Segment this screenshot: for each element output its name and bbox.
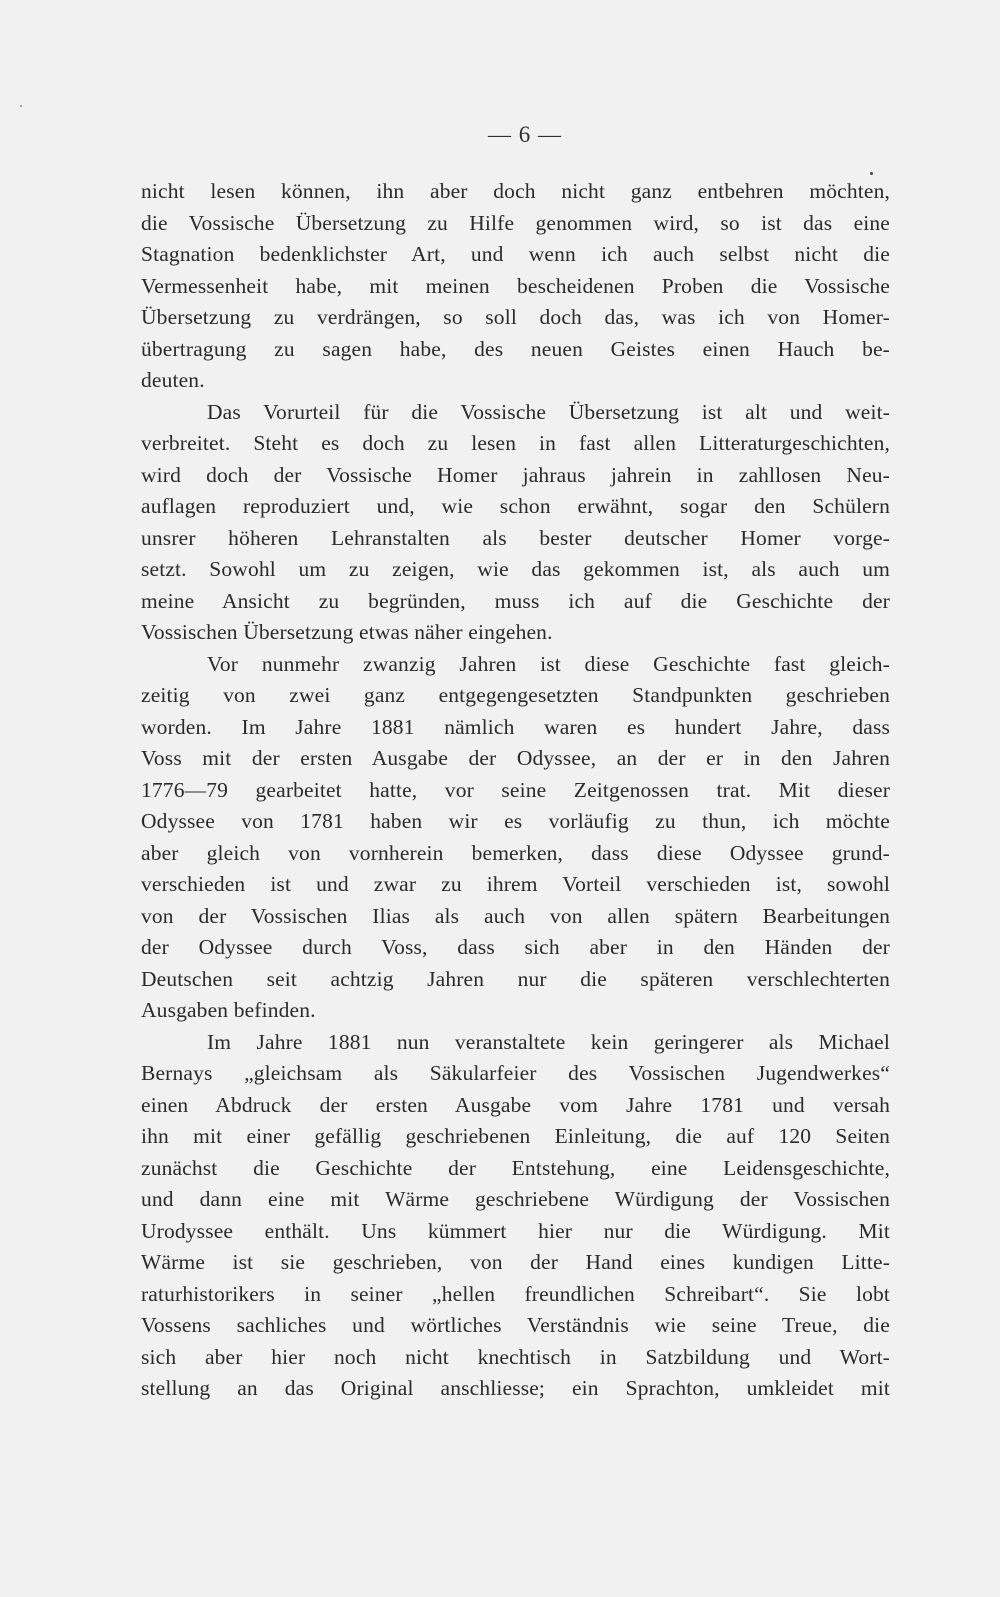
paragraph-first-line: Vor nunmehr zwanzig Jahren ist diese Geschichte fast gleich-	[207, 651, 890, 676]
text-line: Deutschen seit achtzig Jahren nur die späteren verschlechterten	[141, 966, 890, 991]
text-line: verschieden ist und zwar zu ihrem Vorteil verschieden ist, sowohl	[141, 872, 890, 896]
text-line: stellung an das Original anschliesse; ein Sprachton, umkleidet mit	[141, 1376, 890, 1400]
text-line: von der Vossischen Ilias als auch von allen spätern Bearbeitungen	[141, 903, 890, 928]
text-line: der Odyssee durch Voss, dass sich aber in den Händen der	[141, 935, 890, 959]
text-line: raturhistorikers in seiner „hellen freundlichen Schreibart“. Sie lobt	[141, 1281, 890, 1306]
text-line: Urodyssee enthält. Uns kümmert hier nur die Würdigung. Mit	[141, 1218, 890, 1243]
text-line: setzt. Sowohl um zu zeigen, wie das gekommen ist, als auch um	[141, 557, 890, 581]
text-line: auflagen reproduziert und, wie schon erwähnt, sogar den Schülern	[141, 494, 890, 518]
body-text	[141, 176, 890, 1405]
text-line: Voss mit der ersten Ausgabe der Odyssee, an der er in den Jahren	[141, 746, 890, 770]
page-number: — 6 —	[488, 122, 562, 147]
paragraph-first-line: Im Jahre 1881 nun veranstaltete kein geringerer als Michael	[207, 1029, 890, 1054]
text-line: die Vossische Übersetzung zu Hilfe genommen wird, so ist das eine	[141, 210, 890, 235]
text-line: und dann eine mit Wärme geschriebene Würdigung der Vossischen	[141, 1187, 890, 1211]
text-line: übertragung zu sagen habe, des neuen Geistes einen Hauch be-	[141, 336, 890, 361]
text-line: ihn mit einer gefällig geschriebenen Einleitung, die auf 120 Seiten	[141, 1124, 890, 1148]
text-line: meine Ansicht zu begründen, muss ich auf die Geschichte der	[141, 588, 890, 613]
text-line: einen Abdruck der ersten Ausgabe vom Jahre 1781 und versah	[141, 1092, 890, 1117]
paragraph-first-line: Das Vorurteil für die Vossische Übersetzung ist alt und weit-	[207, 399, 890, 424]
scan-speck	[20, 105, 22, 107]
text-line: unsrer höheren Lehranstalten als bester deutscher Homer vorge-	[141, 525, 890, 550]
text-line: 1776—79 gearbeitet hatte, vor seine Zeitgenossen trat. Mit dieser	[141, 777, 890, 802]
text-line: Bernays „gleichsam als Säkularfeier des Vossischen Jugendwerkes“	[141, 1061, 890, 1085]
text-line: aber gleich von vornherein bemerken, dass diese Odyssee grund-	[141, 840, 890, 865]
text-line: Vermessenheit habe, mit meinen bescheidenen Proben die Vossische	[141, 273, 890, 298]
text-line: nicht lesen können, ihn aber doch nicht ganz entbehren möchten,	[141, 179, 890, 203]
text-line: zunächst die Geschichte der Entstehung, eine Leidensgeschichte,	[141, 1155, 890, 1180]
scan-speck	[870, 172, 873, 175]
text-line: verbreitet. Steht es doch zu lesen in fast allen Litteraturgeschichten,	[141, 431, 890, 455]
text-line: deuten.	[141, 368, 205, 392]
text-line: Ausgaben befinden.	[141, 998, 316, 1022]
text-line: Übersetzung zu verdrängen, so soll doch das, was ich von Homer-	[141, 305, 890, 329]
text-line: Stagnation bedenklichster Art, und wenn ich auch selbst nicht die	[141, 242, 890, 266]
text-line: Odyssee von 1781 haben wir es vorläufig zu thun, ich möchte	[141, 809, 890, 833]
text-line: Wärme ist sie geschrieben, von der Hand eines kundigen Litte-	[141, 1250, 890, 1274]
text-line: zeitig von zwei ganz entgegengesetzten Standpunkten geschrieben	[141, 683, 890, 707]
text-line: sich aber hier noch nicht knechtisch in Satzbildung und Wort-	[141, 1344, 890, 1369]
text-line: wird doch der Vossische Homer jahraus jahrein in zahllosen Neu-	[141, 462, 890, 487]
text-line: worden. Im Jahre 1881 nämlich waren es hundert Jahre, dass	[141, 714, 890, 739]
text-line: Vossischen Übersetzung etwas näher eingehen.	[141, 620, 553, 644]
text-line: Vossens sachliches und wörtliches Verständnis wie seine Treue, die	[141, 1313, 890, 1337]
